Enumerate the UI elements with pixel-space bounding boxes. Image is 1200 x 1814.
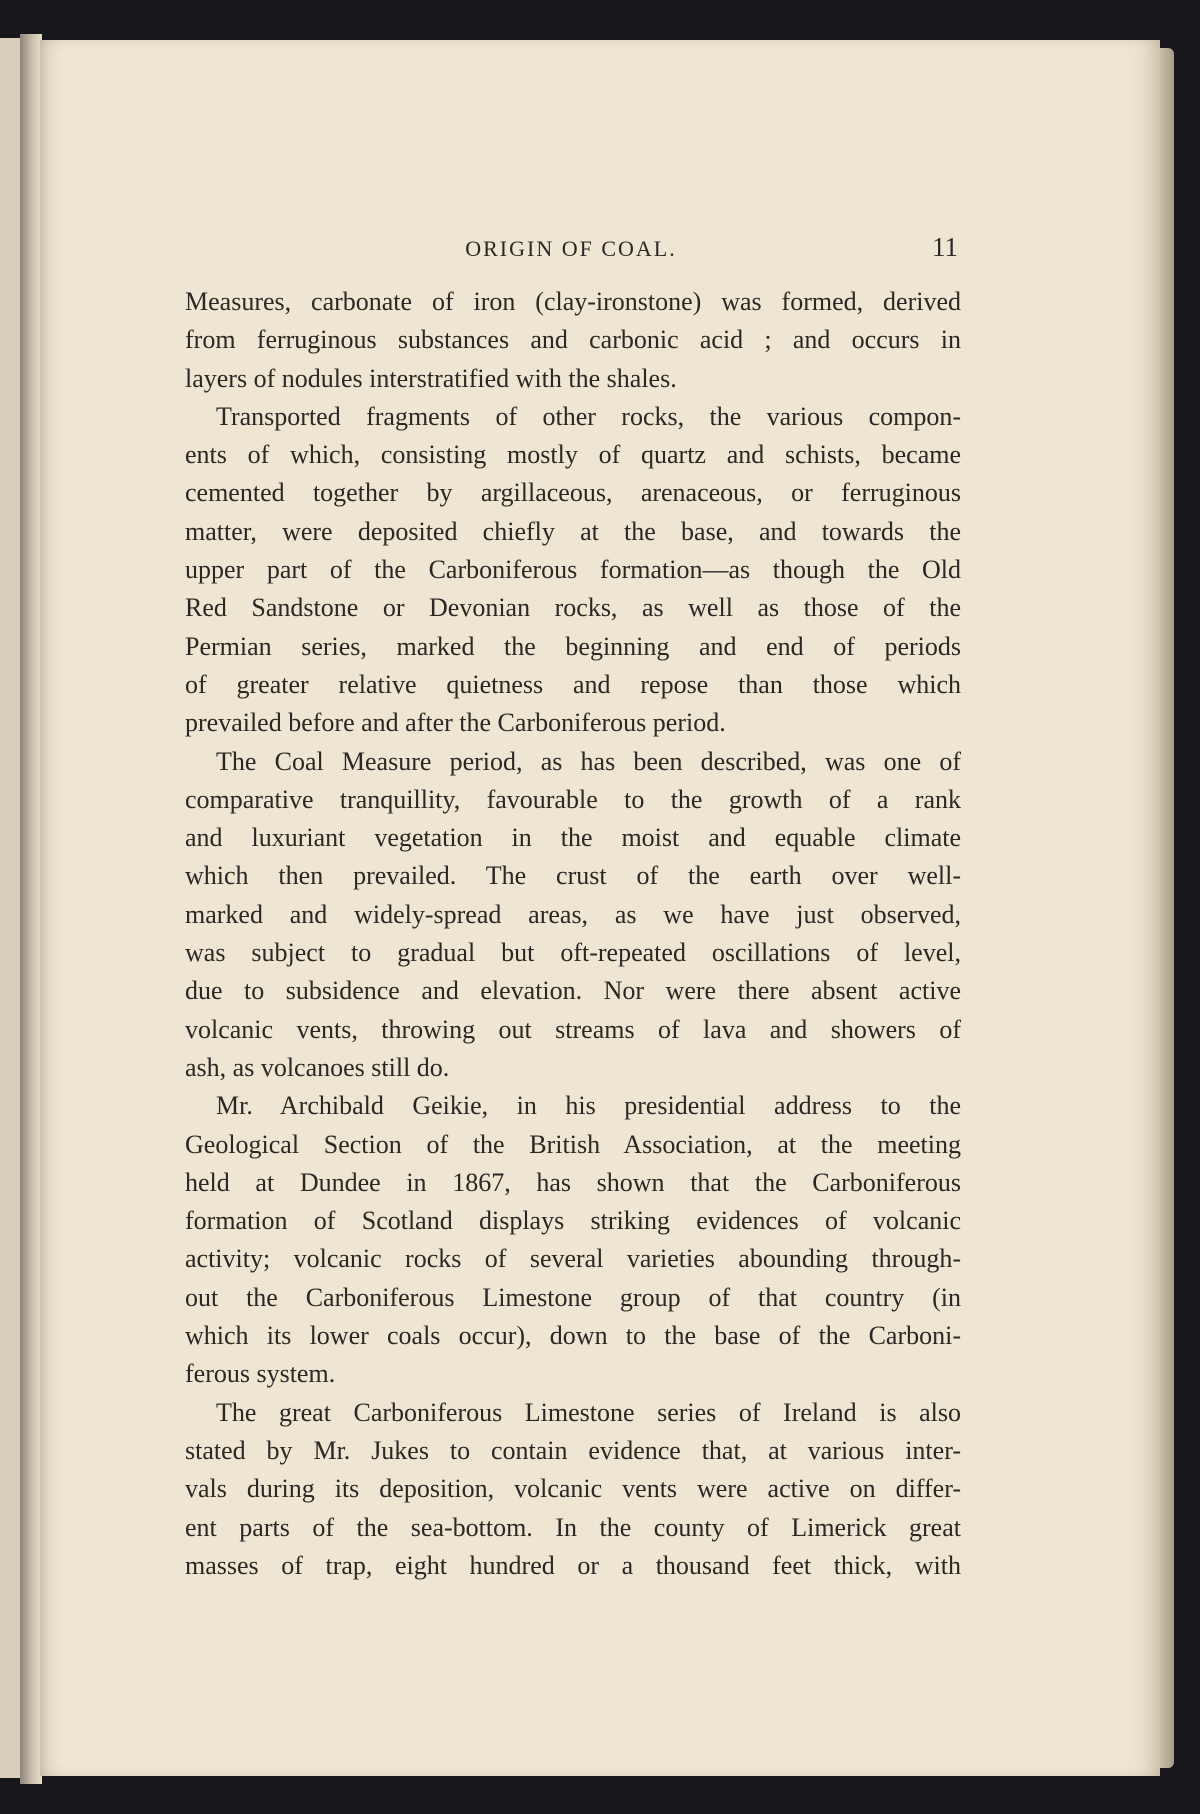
page-number: 11 (932, 232, 958, 262)
text-line: layers of nodules interstratified with the shales. (185, 363, 677, 393)
text-line: activity; volcanic rocks of several varieties abounding through- (185, 1244, 961, 1274)
text-line: ents of which, consisting mostly of quartz and schists, became (185, 440, 961, 470)
text-line: which its lower coals occur), down to the base of the Carboni- (185, 1321, 961, 1351)
text-line: prevailed before and after the Carboniferous period. (185, 708, 726, 738)
text-line: formation of Scotland displays striking evidences of volcanic (185, 1206, 961, 1236)
running-head (184, 232, 958, 264)
left-page-edge (0, 38, 21, 1778)
text-line: Transported fragments of other rocks, the various compon- (216, 401, 961, 431)
text-line: of greater relative quietness and repose than those which (185, 669, 961, 699)
text-line: Mr. Archibald Geikie, in his presidential address to the (216, 1091, 961, 1121)
text-line: ent parts of the sea-bottom. In the county of Limerick great (185, 1512, 961, 1542)
body-text (185, 283, 961, 1585)
text-line: Permian series, marked the beginning and end of periods (185, 631, 961, 661)
text-line: Measures, carbonate of iron (clay-ironstone) was formed, derived (185, 287, 961, 316)
text-line: comparative tranquillity, favourable to the growth of a rank (185, 784, 961, 814)
text-line: out the Carboniferous Limestone group of that country (in (185, 1282, 961, 1312)
text-line: stated by Mr. Jukes to contain evidence that, at various inter- (185, 1435, 961, 1465)
text-line: ferous system. (185, 1359, 336, 1389)
book-gutter (20, 34, 42, 1784)
text-line: Red Sandstone or Devonian rocks, as well as those of the (185, 593, 961, 623)
text-line: which then prevailed. The crust of the earth over well- (185, 861, 961, 891)
text-line: due to subsidence and elevation. Nor were there absent active (185, 976, 961, 1006)
text-line: upper part of the Carboniferous formation—as though the Old (185, 555, 961, 585)
page-fore-edge (1160, 48, 1174, 1768)
text-line: marked and widely-spread areas, as we have just observed, (185, 899, 961, 929)
running-title: ORIGIN OF COAL. (465, 236, 677, 261)
text-line: held at Dundee in 1867, has shown that the Carboniferous (185, 1167, 961, 1197)
text-line: was subject to gradual but oft-repeated oscillations of level, (185, 938, 961, 968)
text-line: The great Carboniferous Limestone series of Ireland is also (216, 1397, 961, 1427)
text-line: matter, were deposited chiefly at the base, and towards the (185, 516, 961, 546)
text-line: masses of trap, eight hundred or a thousand feet thick, with (185, 1550, 961, 1580)
text-line: Geological Section of the British Association, at the meeting (185, 1129, 961, 1159)
text-line: and luxuriant vegetation in the moist and equable climate (185, 823, 961, 853)
text-line: vals during its deposition, volcanic vents were active on differ- (185, 1474, 961, 1504)
text-line: The Coal Measure period, as has been described, was one of (216, 746, 961, 776)
text-line: ash, as volcanoes still do. (185, 1052, 450, 1082)
text-line: from ferruginous substances and carbonic acid ; and occurs in (185, 325, 961, 355)
book-page (40, 40, 1160, 1776)
text-line: cemented together by argillaceous, arenaceous, or ferruginous (185, 478, 961, 508)
text-line: volcanic vents, throwing out streams of lava and showers of (185, 1014, 961, 1044)
